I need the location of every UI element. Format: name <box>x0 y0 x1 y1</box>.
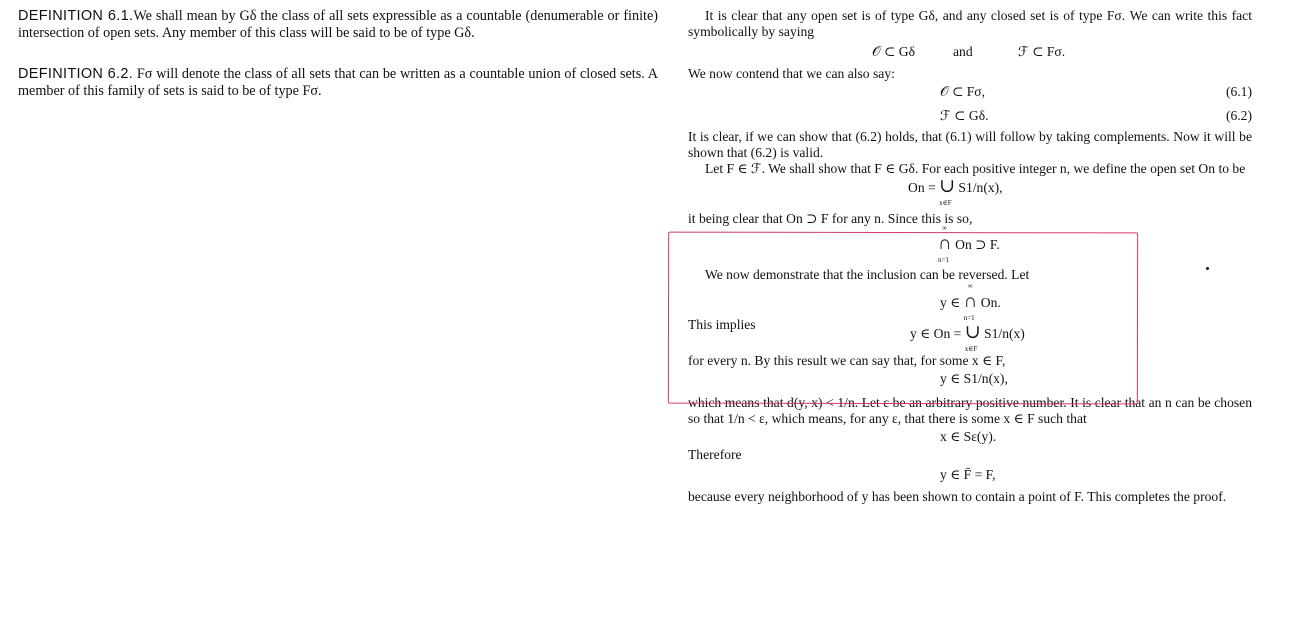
stray-dot <box>1206 267 1209 270</box>
intersection-upper-limit: ∞ <box>942 224 947 232</box>
union-symbol-2: ∪ <box>964 322 981 343</box>
paragraph-which-means: which means that d(y, x) < 1/n. Let ε be an arbitrary positive number. It is clear that an n can be chosen so that 1/n < ε, which means, for any ε, that there is some x ∈ F such that <box>688 395 1252 426</box>
equation-y-in-s-body: y ∈ S1/n(x), <box>940 371 1008 386</box>
equation-on-definition-body <box>908 176 1003 207</box>
definition-6-1-heading: DEFINITION 6.1. <box>18 8 134 24</box>
intersection-symbol: ∩ <box>938 233 952 254</box>
intersection-lower-limit: n=1 <box>938 256 949 264</box>
union-subscript-2: x∈F <box>964 345 978 353</box>
paragraph-reverse-inclusion: We now demonstrate that the inclusion can be reversed. Let <box>705 267 1030 282</box>
definition-6-2-heading: DEFINITION 6.2. <box>18 66 134 82</box>
equation-y-in-closure-body: y ∈ F̄ = F, <box>940 467 996 482</box>
union-subscript: x∈F <box>939 199 952 207</box>
equation-6-1-body: 𝒪 ⊂ Fσ, <box>940 84 986 99</box>
equation-6-1 <box>688 82 1252 102</box>
equation-closed-in-f-sigma: ℱ ⊂ Fσ. <box>1018 44 1066 59</box>
intersection-lower-limit-2: n=1 <box>963 314 975 322</box>
paragraph-on-superset: it being clear that On ⊃ F for any n. Since this is so, <box>688 211 973 226</box>
equation-open-in-g-delta: 𝒪 ⊂ Gδ <box>872 44 915 59</box>
union-operator <box>939 176 955 207</box>
paragraph-therefore: Therefore <box>688 447 742 462</box>
definition-6-1-text: We shall mean by Gδ the class of all sets expressible as a countable (denumerable or finite) intersection of open sets. Any member of this class will be said to be of type Gδ. <box>18 8 658 41</box>
union-symbol: ∪ <box>939 176 955 197</box>
equation-symbolic <box>688 42 1252 62</box>
equation-and-word: and <box>953 44 973 59</box>
equation-x-in-s-epsilon-body: x ∈ Sε(y). <box>940 429 997 444</box>
equation-on-rhs: S1/n(x), <box>955 180 1003 195</box>
implies-lhs: y ∈ On = <box>910 326 965 341</box>
intersection-symbol-2: ∩ <box>963 291 978 312</box>
equation-6-2-number: (6.2) <box>1225 108 1252 123</box>
implies-rhs: S1/n(x) <box>980 326 1025 341</box>
definition-6-1 <box>18 8 658 42</box>
equation-6-2-body: ℱ ⊂ Gδ. <box>940 108 989 123</box>
paragraph-open-closed: It is clear that any open set is of type Gδ, and any closed set is of type Fσ. We can write this fact symbolically by saying <box>688 8 1252 39</box>
left-column <box>18 8 658 100</box>
y-in-lhs: y ∈ <box>940 295 964 310</box>
equation-x-in-s-epsilon <box>688 427 1252 447</box>
definition-6-2-text: Fσ will denote the class of all sets that can be written as a countable union of closed sets. A member of this family of sets is said to be of type Fσ. <box>18 66 659 99</box>
paragraph-conclusion: because every neighborhood of y has been shown to contain a point of F. This completes the proof. <box>688 489 1227 504</box>
highlight-box <box>668 232 1138 405</box>
definition-6-2 <box>18 66 658 100</box>
equation-on-lhs: On = <box>908 180 940 195</box>
paragraph-complements: It is clear, if we can show that (6.2) holds, that (6.1) will follow by taking complements. Now it will be shown that (6.2) is valid. <box>688 129 1252 160</box>
equation-6-2 <box>688 106 1252 126</box>
equation-on-definition <box>688 177 1252 205</box>
paragraph-let-f: Let F ∈ ℱ. We shall show that F ∈ Gδ. For each positive integer n, we define the open set On to be <box>705 161 1246 176</box>
equation-y-in-closure <box>688 465 1252 485</box>
intersection-rhs: On ⊃ F. <box>951 237 1000 252</box>
intersection-upper-limit-2: ∞ <box>967 282 973 290</box>
y-in-rhs: On. <box>977 295 1001 310</box>
paragraph-this-implies: This implies <box>688 317 756 332</box>
paragraph-for-every-n: for every n. By this result we can say that, for some x ∈ F, <box>688 353 1006 368</box>
paragraph-contend: We now contend that we can also say: <box>688 66 895 81</box>
equation-6-1-number: (6.1) <box>1225 84 1252 99</box>
